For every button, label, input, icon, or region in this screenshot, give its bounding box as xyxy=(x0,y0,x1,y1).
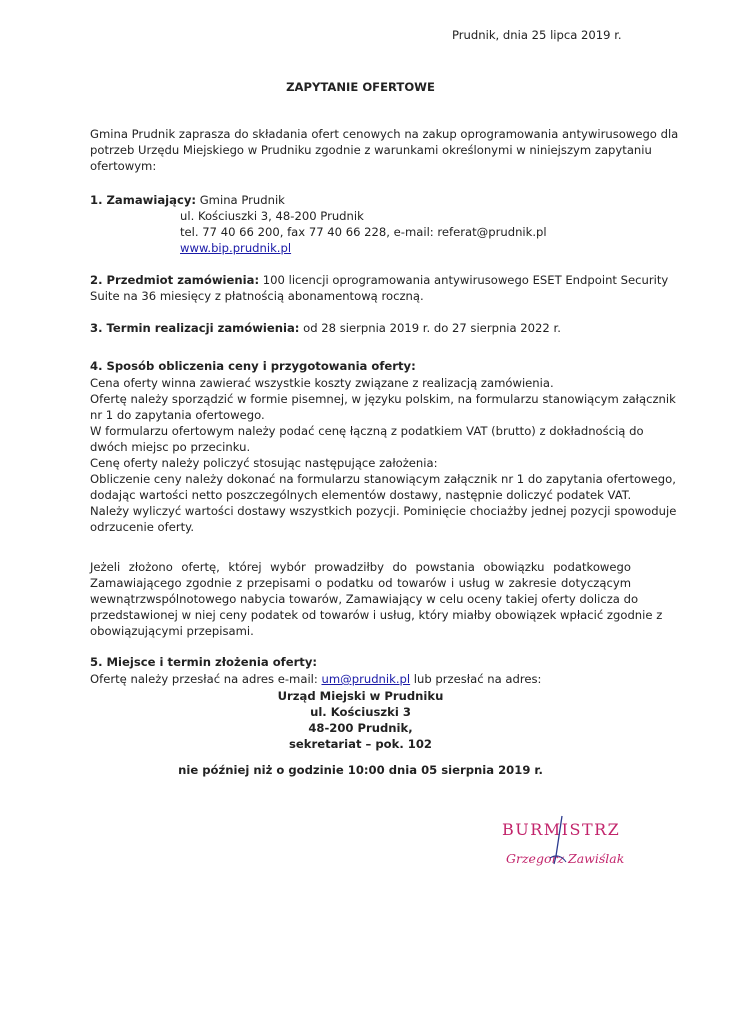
section-1-website-row xyxy=(180,240,291,256)
section-1-address: ul. Kościuszki 3, 48-200 Prudnik xyxy=(180,209,364,223)
deadline: nie później niż o godzinie 10:00 dnia 05 sierpnia 2019 r. xyxy=(178,763,543,777)
stamp-title: BURMISTRZ xyxy=(502,820,621,839)
address-line: 48-200 Prudnik, xyxy=(308,721,413,735)
section-5-heading: 5. Miejsce i termin złożenia oferty: xyxy=(90,655,318,669)
section-4-line: Należy wyliczyć wartości dostawy wszystkich pozycji. Pominięcie chociażby jednej pozycji spowoduje xyxy=(90,504,677,518)
section-3-heading: 3. Termin realizacji zamówienia: xyxy=(90,321,300,335)
section-4-line: Cena oferty winna zawierać wszystkie koszty związane z realizacją zamówienia. xyxy=(90,376,554,390)
address-line: Urząd Miejski w Prudniku xyxy=(277,689,444,703)
section-4-line: Obliczenie ceny należy dokonać na formularzu stanowiącym załącznik nr 1 do zapytania ofertowego, xyxy=(90,472,676,486)
section-4-line: W formularzu ofertowym należy podać cenę łączną z podatkiem VAT (brutto) z dokładnością do xyxy=(90,424,644,438)
section-1-contact: tel. 77 40 66 200, fax 77 40 66 228, e-mail: referat@prudnik.pl xyxy=(180,225,547,239)
place-date: Prudnik, dnia 25 lipca 2019 r. xyxy=(452,28,622,42)
section-1-heading: 1. Zamawiający: xyxy=(90,193,197,207)
section-1-name: Gmina Prudnik xyxy=(199,193,285,207)
intro-line-2: potrzeb Urzędu Miejskiego w Prudniku zgodnie z warunkami określonymi w niniejszym zapytaniu xyxy=(90,143,652,157)
vat-line: przedstawionej w niej ceny podatek od towarów i usług, który miałby obowiązek wpłacić zgodnie z xyxy=(90,608,663,622)
vat-line: wewnątrzwspólnotowego nabycia towarów, Zamawiający w celu oceny takiej oferty dolicza do xyxy=(90,592,639,606)
section-1-line xyxy=(90,192,285,208)
section-5-text-after: lub przesłać na adres: xyxy=(410,672,542,686)
vat-line: Jeżeli złożono ofertę, której wybór prowadziłby do powstania obowiązku podatkowego xyxy=(90,560,631,574)
document-title: ZAPYTANIE OFERTOWE xyxy=(286,80,435,94)
section-2-line-1 xyxy=(90,272,669,288)
section-4-line: odrzucenie oferty. xyxy=(90,520,195,534)
section-5-email-line xyxy=(90,671,541,687)
section-2-line-2: Suite na 36 miesięcy z płatnością abonamentową roczną. xyxy=(90,289,424,303)
section-4-heading: 4. Sposób obliczenia ceny i przygotowania oferty: xyxy=(90,359,416,373)
vat-line: obowiązującymi przepisami. xyxy=(90,624,254,638)
address-line: sekretariat – pok. 102 xyxy=(289,737,432,751)
address-line: ul. Kościuszki 3 xyxy=(310,705,411,719)
email-link[interactable]: um@prudnik.pl xyxy=(321,672,411,686)
signature-mark xyxy=(540,812,580,872)
vat-line: Zamawiającego zgodnie z przepisami o podatku od towarów i usług w zakresie dotyczącym xyxy=(90,576,631,590)
website-link[interactable]: www.bip.prudnik.pl xyxy=(180,241,292,255)
section-4-line: dodając wartości netto poszczególnych elementów dostawy, następnie doliczyć podatek VAT. xyxy=(90,488,632,502)
stamp-name: Grzegorz Zawiślak xyxy=(506,851,625,866)
section-4-line: Cenę oferty należy policzyć stosując następujące założenia: xyxy=(90,456,438,470)
section-3-text: od 28 sierpnia 2019 r. do 27 sierpnia 2022 r. xyxy=(303,321,561,335)
section-4-line: nr 1 do zapytania ofertowego. xyxy=(90,408,265,422)
section-2-text: 100 licencji oprogramowania antywirusowego ESET Endpoint Security xyxy=(262,273,669,287)
section-5-text-before: Ofertę należy przesłać na adres e-mail: xyxy=(90,672,322,686)
section-2-heading: 2. Przedmiot zamówienia: xyxy=(90,273,260,287)
section-4-line: dwóch miejsc po przecinku. xyxy=(90,440,251,454)
section-4-line: Ofertę należy sporządzić w formie pisemnej, w języku polskim, na formularzu stanowiącym załącznik xyxy=(90,392,676,406)
section-3-line xyxy=(90,320,561,336)
intro-line-1: Gmina Prudnik zaprasza do składania ofert cenowych na zakup oprogramowania antywirusowego dla xyxy=(90,127,679,141)
intro-line-3: ofertowym: xyxy=(90,159,157,173)
